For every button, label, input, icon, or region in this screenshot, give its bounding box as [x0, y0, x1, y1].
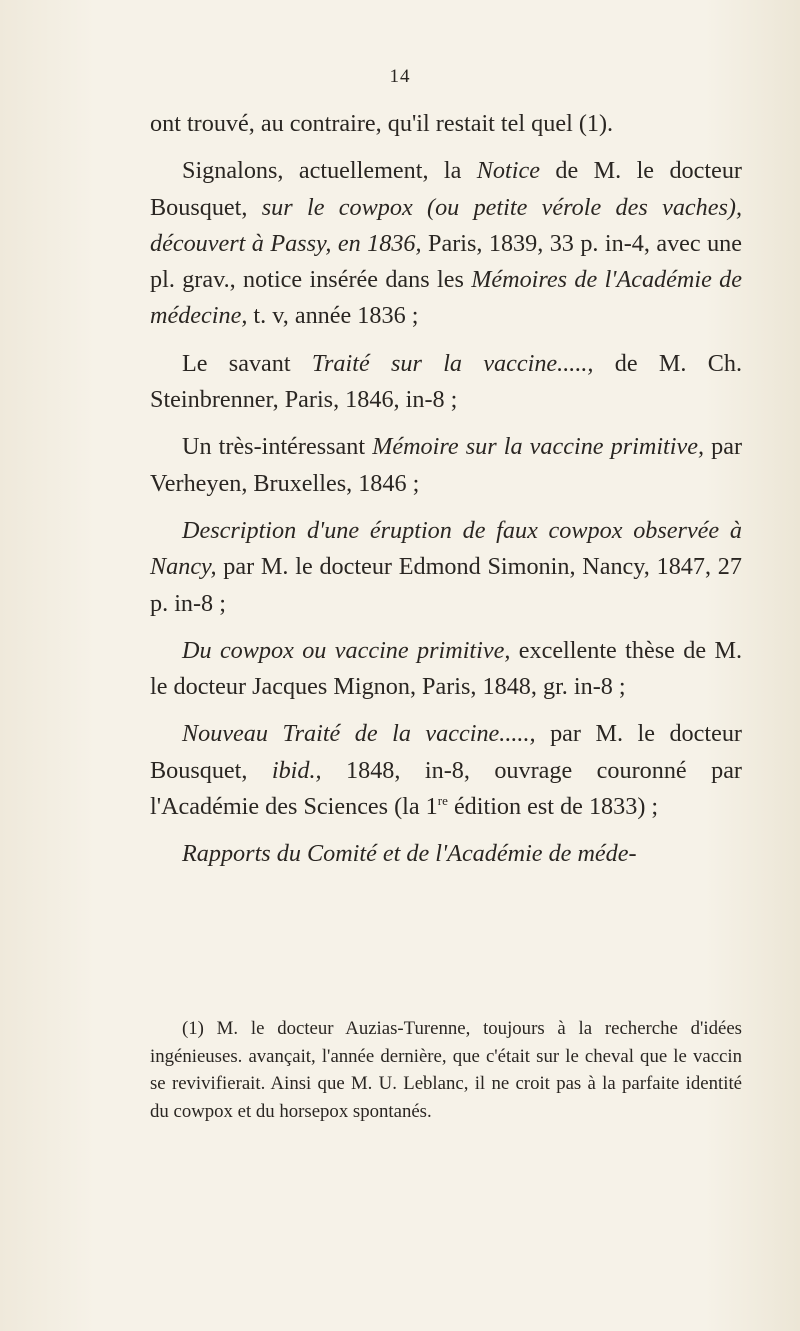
- italic-title-text: Description d'une éruption de faux cowpox observée à Nancy,: [150, 516, 742, 581]
- italic-title-text: Mémoire sur la vaccine primitive,: [372, 433, 705, 461]
- paragraph-text: Un très-intéressant: [182, 433, 373, 461]
- italic-title-text: Mémoires de l'Académie de médecine,: [150, 266, 742, 330]
- paragraph-text: Paris, 1839, 33 p. in-4, avec une pl. grav., notice insérée dans les: [150, 229, 743, 294]
- paragraph-text: ont trouvé, au contraire, qu'il restait tel quel (1).: [150, 110, 614, 137]
- body-text: [150, 106, 742, 884]
- paragraph-text: Signalons, actuellement, la: [182, 157, 477, 185]
- paragraph-text: 1848, in-8, ouvrage couronné par l'Académie des Sciences (la 1: [150, 756, 742, 821]
- paragraph-text: de M. Ch. Steinbrenner, Paris, 1846, in-8 ;: [150, 349, 743, 414]
- italic-title-text: ibid.,: [271, 756, 322, 784]
- paragraph-text: par Verheyen, Bruxelles, 1846 ;: [150, 433, 743, 497]
- paragraph-text: par M. le docteur Bousquet,: [150, 720, 742, 784]
- paragraph: [150, 346, 742, 419]
- italic-title-text: Traité sur la vaccine.....,: [311, 349, 594, 377]
- italic-title-text: Rapports du Comité et de l'Académie de méde-: [182, 840, 637, 868]
- paragraph: [150, 513, 742, 622]
- paragraph: [150, 716, 742, 825]
- italic-title-text: Notice: [476, 157, 540, 185]
- superscript: re: [437, 792, 448, 808]
- paragraph-text: excellente thèse de M. le docteur Jacques Mignon, Paris, 1848, gr. in-8 ;: [150, 636, 742, 701]
- footnotes: [150, 1015, 742, 1125]
- paragraph-text: de M. le docteur Bousquet,: [150, 157, 742, 221]
- paragraph: [150, 106, 742, 142]
- paragraph-text: par M. le docteur Edmond Simonin, Nancy, 1847, 27 p. in-8 ;: [150, 553, 742, 617]
- italic-title-text: sur le cowpox (ou petite vérole des vaches), découvert à Passy, en 1836,: [150, 193, 742, 257]
- footnote: (1) M. le docteur Auzias-Turenne, toujours à la recherche d'idées ingénieuses. avançait, l'année dernière, que c'était sur le cheval que le vaccin se revivifierait. Ainsi que M. U. Leblanc, il ne croit pas à la parfaite identité du cowpox et du horsepox spontanés.: [150, 1018, 742, 1122]
- paragraph: [150, 633, 742, 706]
- paragraph: [150, 836, 742, 872]
- paragraph-text: édition est de 1833) ;: [447, 793, 659, 821]
- italic-title-text: Du cowpox ou vaccine primitive,: [182, 636, 511, 664]
- paragraph-text: Le savant: [182, 349, 312, 377]
- page-number: 14: [389, 66, 411, 87]
- paragraph-text: t. v, année 1836 ;: [247, 302, 419, 330]
- italic-title-text: Nouveau Traité de la vaccine.....,: [182, 720, 536, 748]
- paragraph: [150, 429, 742, 502]
- paragraph: [150, 153, 742, 334]
